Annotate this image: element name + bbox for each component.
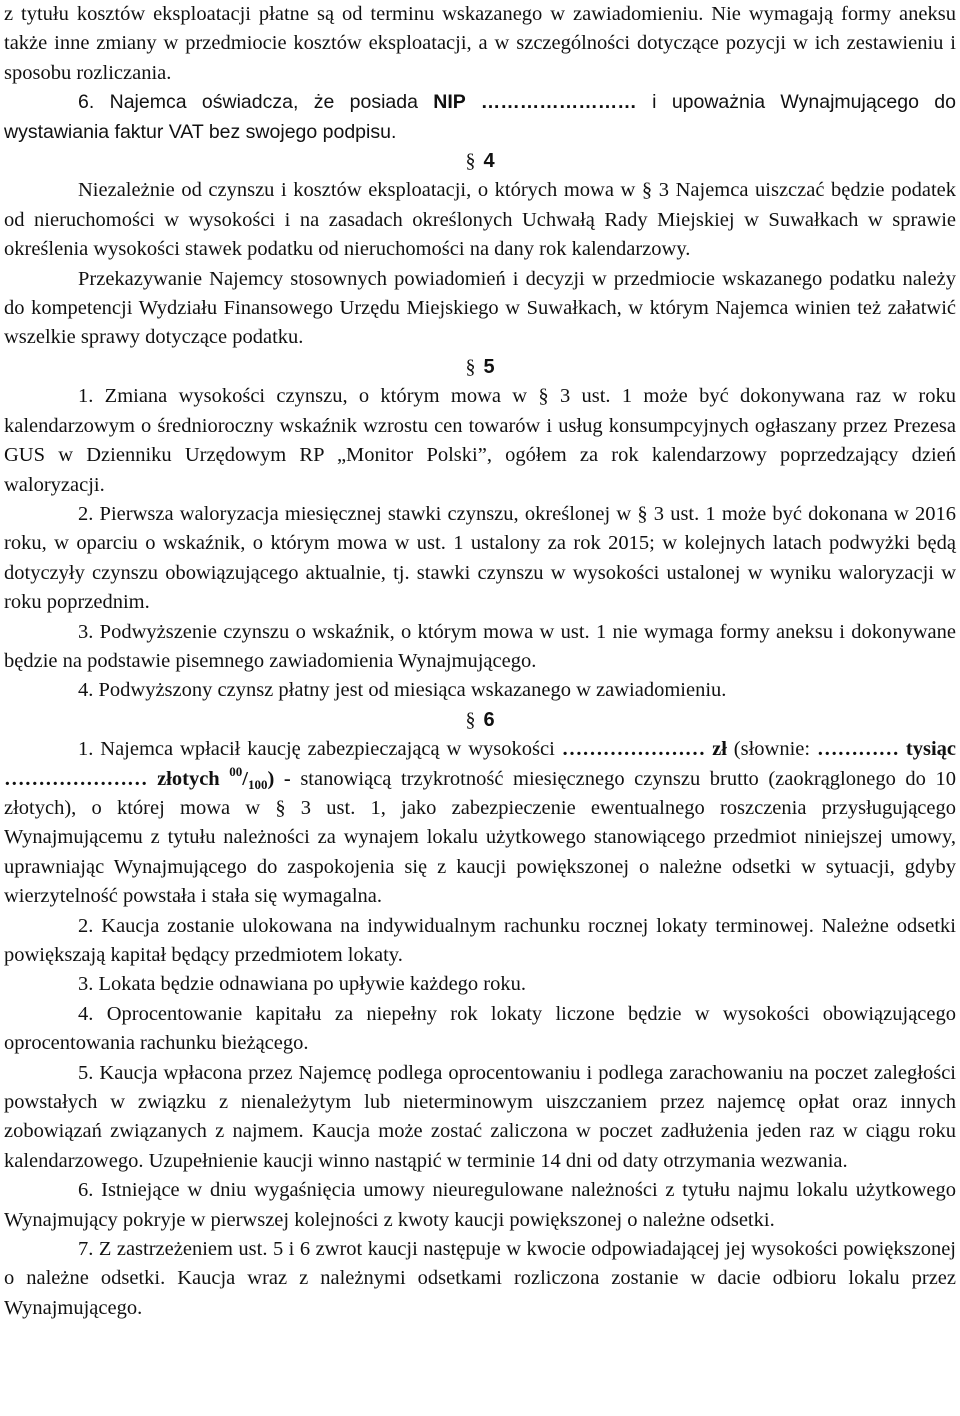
section-4-paragraph-2: Przekazywanie Najemcy stosownych powiadomień i decyzji w przedmiocie wskazanego podatku należy do kompetencji Wydziału Finansowego Urzędu Miejskiego w Suwałkach, w którym Najemca winien też załatwić wszelkie sprawy dotyczące podatku. — [4, 267, 956, 349]
paragraph-intro-6 — [4, 88, 956, 147]
section-5-paragraph-4: 4. Podwyższony czynsz płatny jest od miesiąca wskazanego w zawiadomieniu. — [78, 679, 727, 702]
deposit-text: 1. Najemca wpłacił kaucję zabezpieczającą w wysokości — [78, 738, 562, 761]
intro-6-text-end: i upoważnia Wynajmującego do wystawiania faktur VAT bez swojego podpisu. — [4, 91, 956, 143]
section-6-paragraph-2: 2. Kaucja zostanie ulokowana na indywidualnym rachunku rocznej lokaty terminowej. Należne odsetki powiększają kapitał będący przedmiotem lokaty. — [4, 914, 956, 966]
section-6-paragraph-1 — [4, 735, 956, 911]
nip-field: NIP …………………… — [433, 91, 637, 114]
grosze-denominator: 100 — [248, 776, 268, 792]
intro-6-text: 6. Najemca oświadcza, że posiada — [78, 91, 434, 114]
section-6-paragraph-3: 3. Lokata będzie odnawiana po upływie każdego roku. — [78, 973, 526, 996]
paragraph-intro-continuation: z tytułu kosztów eksploatacji płatne są od terminu wskazanego w zawiadomieniu. Nie wymagają formy aneksu także inne zmiany w przedmiocie kosztów eksploatacji, a w szczególności dotyczące pozycji w ich zestawieniu i sposobu rozliczania. — [4, 3, 956, 84]
section-4-paragraph-1: Niezależnie od czynszu i kosztów eksploatacji, o których mowa w § 3 Najemca uiszczać będzie podatek od nieruchomości w wysokości i na zasadach określonych Uchwałą Rady Miejskiej w Suwałkach w sprawie określenia wysokości stawek podatku od nieruchomości na dany rok kalendarzowy. — [4, 179, 956, 261]
section-number: 4 — [483, 150, 495, 173]
section-6-paragraph-4: 4. Oprocentowanie kapitału za niepełny rok lokaty liczone będzie w wysokości obowiązującego oprocentowania rachunku bieżącego. — [4, 1002, 956, 1055]
section-symbol: § — [465, 708, 476, 731]
section-5-heading — [4, 353, 956, 382]
section-number: 6 — [483, 708, 495, 731]
section-4-heading — [4, 147, 956, 176]
section-6-paragraph-7: 7. Z zastrzeżeniem ust. 5 i 6 zwrot kaucji następuje w kwocie odpowiadającej jej wysokości powiększonej o należne odsetki. Kaucja wraz z należnymi odsetkami rozliczona zostanie w dacie odbioru lokalu przez Wynajmującego. — [4, 1238, 956, 1319]
deposit-text-rest: stanowiącą trzykrotność miesięcznego czynszu brutto (zaokrąglonego do 10 złotych), o której mowa w § 3 ust. 1, jako zabezpieczenie ewentualnego roszczenia przysługującego Wynajmującemu z tytułu należności za wynajem lokalu użytkowego stanowiącego przedmiot niniejszej umowy, uprawniając Wynajmującego do zaspokojenia się z kaucji powiększonej o należne odsetki w sytuacji, gdyby wierzytelność powstała i stała się wymagalna. — [4, 767, 957, 908]
deposit-text-words-label: (słownie: — [726, 738, 818, 761]
section-number: 5 — [483, 355, 495, 378]
deposit-words: ………… tysiąc ………………… złotych — [4, 738, 957, 790]
section-6-paragraph-6: 6. Istniejące w dniu wygaśnięcia umowy nieuregulowane należności z tytułu najmu lokalu użytkowego Wynajmujący pokryje w pierwszej kolejności z kwoty kaucji powiększonej o należne odsetki. — [4, 1179, 956, 1231]
deposit-amount-field: ………………… zł — [561, 738, 727, 761]
deposit-words-close: ) - — [267, 767, 291, 790]
section-6-paragraph-5: 5. Kaucja wpłacona przez Najemcę podlega oprocentowaniu i podlega zarachowaniu na poczet zaległości powstałych w związku z nienależytym lub nieterminowym uiszczaniem przez najemcę opłat oraz innych zobowiązań związanych z najmem. Kaucja może zostać zaliczona w poczet zadłużenia jeden raz w ciągu roku kalendarzowego. Uzupełnienie kaucji winno nastąpić w terminie 14 dni od daty otrzymania wezwania. — [4, 1061, 956, 1172]
section-5-paragraph-3: 3. Podwyższenie czynszu o wskaźnik, o którym mowa w ust. 1 nie wymaga formy aneksu i dokonywane będzie na podstawie pisemnego zawiadomienia Wynajmującego. — [4, 620, 956, 672]
section-symbol: § — [465, 355, 476, 378]
section-6-heading — [4, 706, 956, 735]
section-5-paragraph-1: 1. Zmiana wysokości czynszu, o którym mowa w § 3 ust. 1 może być dokonywana raz w roku kalendarzowym o średnioroczny wskaźnik wzrostu cen towarów i usług konsumpcyjnych ogłaszany przez Prezesa GUS w Dzienniku Urzędowym RP „Monitor Polski”, ogółem za rok kalendarzowy poprzedzający dzień waloryzacji. — [4, 385, 956, 496]
document-page — [4, 0, 956, 1323]
fraction-slash: / — [242, 767, 248, 790]
section-5-paragraph-2: 2. Pierwsza waloryzacja miesięcznej stawki czynszu, określonej w § 3 ust. 1 może być dokonana w 2016 roku, w oparciu o wskaźnik, o którym mowa w ust. 1 ustalony za rok 2015; w kolejnych latach podwyżki będą dotyczyły czynszu obowiązującego aktualnie, tj. stawki czynszu w wysokości ustalonej w wyniku waloryzacji w roku poprzednim. — [4, 502, 956, 614]
grosze-numerator: 00 — [229, 763, 243, 779]
section-symbol: § — [465, 150, 476, 173]
